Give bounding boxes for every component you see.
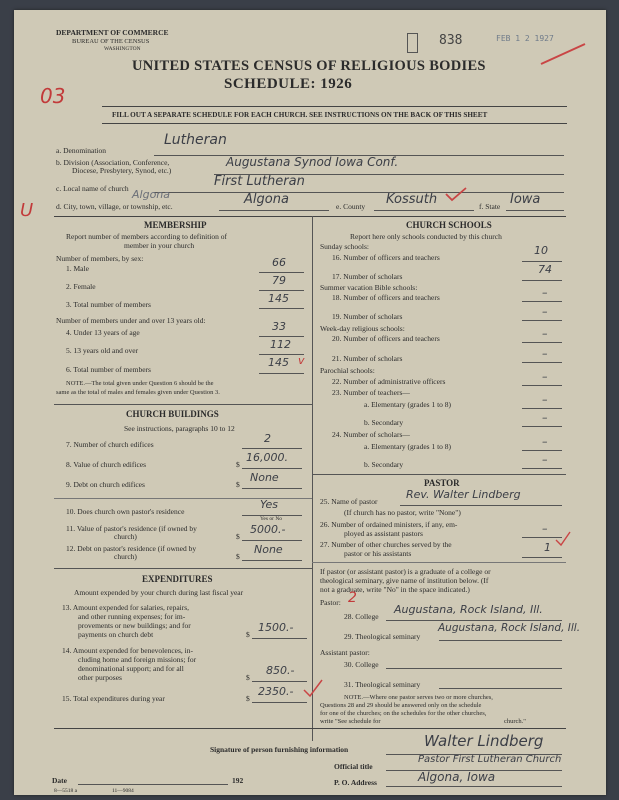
q8-value: 16,000. xyxy=(246,451,288,464)
membership-title: MEMBERSHIP xyxy=(144,220,207,230)
q9-value: None xyxy=(250,471,279,484)
q24b-value: – xyxy=(542,453,548,466)
state-label: f. State xyxy=(479,202,501,211)
q23a-label: a. Elementary (grades 1 to 8) xyxy=(364,400,452,409)
pastor-title: PASTOR xyxy=(424,478,460,488)
q11-value: 5000.- xyxy=(250,523,286,536)
assistant-pastor-heading: Assistant pastor: xyxy=(320,648,370,657)
stamp-number: 838 xyxy=(439,33,463,48)
q28-value: Augustana, Rock Island, Ill. xyxy=(394,603,543,616)
parochial-heading: Parochial schools: xyxy=(320,366,375,375)
q23a-value: – xyxy=(542,393,548,406)
q20-value: – xyxy=(542,327,548,340)
q26-label-2: ployed as assistant pastors xyxy=(344,529,423,538)
q5-label: 5. 13 years old and over xyxy=(66,346,139,355)
date-label: Date xyxy=(52,776,67,785)
red-check-icon xyxy=(444,186,468,202)
q17-label: 17. Number of scholars xyxy=(332,272,403,281)
division-value: Augustana Synod Iowa Conf. xyxy=(226,155,399,169)
q23-label: 23. Number of teachers— xyxy=(332,388,410,397)
stamp-date: FEB 1 2 1927 xyxy=(496,34,554,43)
address-value: Algona, Iowa xyxy=(418,770,496,784)
q22-value: – xyxy=(542,370,548,383)
q6-value: 145 xyxy=(268,356,289,369)
q9-dollar: $ xyxy=(236,480,240,489)
q14-dollar: $ xyxy=(246,673,250,682)
q10-value: Yes xyxy=(260,498,279,511)
q21-value: – xyxy=(542,347,548,360)
q7-label: 7. Number of church edifices xyxy=(66,440,154,449)
red-tick-icon-2 xyxy=(554,530,572,548)
q8-dollar: $ xyxy=(236,460,240,469)
city-label: d. City, town, village, or township, etc. xyxy=(56,202,173,211)
bureau-name: BUREAU OF THE CENSUS xyxy=(72,38,150,45)
sunday-heading: Sunday schools: xyxy=(320,242,369,251)
expenditures-intro: Amount expended by your church during last fiscal year xyxy=(74,588,244,597)
q16-value: 10 xyxy=(534,244,548,257)
pastor-subheading: Pastor: xyxy=(320,598,341,607)
q15-dollar: $ xyxy=(246,694,250,703)
q12-label-1: 12. Debt on pastor's residence (if owned by xyxy=(66,544,197,553)
stamp-box xyxy=(407,33,418,53)
city-name: WASHINGTON xyxy=(104,46,141,52)
q12-label-2: church) xyxy=(114,552,137,561)
q15-label: 15. Total expenditures during year xyxy=(62,694,165,703)
q8-label: 8. Value of church edifices xyxy=(66,460,147,469)
q12-value: None xyxy=(254,543,283,556)
membership-intro-1: Report number of members according to definition of xyxy=(66,232,227,241)
q10-label: 10. Does church own pastor's residence xyxy=(66,507,185,516)
church-name-value: First Lutheran xyxy=(214,174,305,189)
city-value-faint: Algona xyxy=(132,188,171,201)
signature-value: Walter Lindberg xyxy=(424,732,544,750)
denomination-value: Lutheran xyxy=(164,132,227,148)
pastor-note-2: Questions 28 and 29 should be answered only on the schedule xyxy=(320,702,482,709)
q13-label-4: payments on church debt xyxy=(78,630,154,639)
age-heading: Number of members under and over 13 years old: xyxy=(56,316,206,325)
q4-value: 33 xyxy=(272,320,286,333)
q30-label: 30. College xyxy=(344,660,379,669)
q27-label-1: 27. Number of other churches served by the xyxy=(320,540,452,549)
q29-value: Augustana, Rock Island, Ill. xyxy=(438,622,581,634)
membership-intro-2: member in your church xyxy=(124,241,195,250)
date-year: 192 xyxy=(232,776,244,785)
church-name-label: c. Local name of church xyxy=(56,184,129,193)
county-label: e. County xyxy=(336,202,366,211)
q2-label: 2. Female xyxy=(66,282,96,291)
q25-label: 25. Name of pastor xyxy=(320,497,378,506)
q17-value: 74 xyxy=(538,263,552,276)
q29-label: 29. Theological seminary xyxy=(344,632,421,641)
q14-label-4: other purposes xyxy=(78,673,122,682)
schedule-title: SCHEDULE: 1926 xyxy=(224,76,353,92)
q13-label-1: 13. Amount expended for salaries, repairs, xyxy=(62,603,190,612)
q25-hint: (If church has no pastor, write "None") xyxy=(344,508,461,517)
county-value: Kossuth xyxy=(386,192,438,207)
q26-value: – xyxy=(542,522,548,535)
q15-value: 2350.- xyxy=(258,685,294,698)
q11-dollar: $ xyxy=(236,532,240,541)
q11-label-1: 11. Value of pastor's residence (if owned by xyxy=(66,524,197,533)
q21-label: 21. Number of scholars xyxy=(332,354,403,363)
by-sex-heading: Number of members, by sex: xyxy=(56,254,144,263)
q1-value: 66 xyxy=(272,256,286,269)
official-title-value: Pastor First Lutheran Church xyxy=(418,754,562,765)
official-title-label: Official title xyxy=(334,762,373,771)
pastor-note-1: NOTE.—Where one pastor serves two or more churches, xyxy=(344,694,493,701)
red-tick-icon xyxy=(302,678,324,700)
q18-label: 18. Number of officers and teachers xyxy=(332,293,440,302)
q18-value: – xyxy=(542,286,548,299)
q9-label: 9. Debt on church edifices xyxy=(66,480,145,489)
margin-code-2: U xyxy=(20,200,34,221)
q1-label: 1. Male xyxy=(66,264,89,273)
instruction-line: FILL OUT A SEPARATE SCHEDULE FOR EACH CHURCH. SEE INSTRUCTIONS ON THE BACK OF THIS SHEET xyxy=(112,111,488,119)
q13-value: 1500.- xyxy=(258,621,294,634)
pastor-note-3: for one of the churches; on the schedules for the other churches, xyxy=(320,710,487,717)
weekday-heading: Week-day religious schools: xyxy=(320,324,405,333)
q22-label: 22. Number of administrative officers xyxy=(332,377,446,386)
buildings-intro: See instructions, paragraphs 10 to 12 xyxy=(124,424,235,433)
q24-label: 24. Number of scholars— xyxy=(332,430,410,439)
q3-value: 145 xyxy=(268,292,289,305)
q13-dollar: $ xyxy=(246,630,250,639)
q10-hint: Yes or No xyxy=(260,516,283,522)
division-label-1: b. Division (Association, Conference, xyxy=(56,158,170,167)
q13-label-3: provements or new buildings; and for xyxy=(78,621,191,630)
graduate-text-2: theological seminary, give name of institution below. (If xyxy=(320,576,489,585)
q27-value: 1 xyxy=(544,541,551,554)
q24a-label: a. Elementary (grades 1 to 8) xyxy=(364,442,452,451)
expenditures-title: EXPENDITURES xyxy=(142,574,213,584)
q24a-value: – xyxy=(542,435,548,448)
q16-label: 16. Number of officers and teachers xyxy=(332,253,440,262)
q14-label-2: cluding home and foreign missions; for xyxy=(78,655,197,664)
q24b-label: b. Secondary xyxy=(364,460,404,469)
division-label-2: Diocese, Presbytery, Synod, etc.) xyxy=(72,166,172,175)
schools-intro: Report here only schools conducted by this church xyxy=(350,232,502,241)
graduate-text-1: If pastor (or assistant pastor) is a graduate of a college or xyxy=(320,567,491,576)
q3-label: 3. Total number of members xyxy=(66,300,151,309)
graduate-text-3: not a graduate, write "No" in the space indicated.) xyxy=(320,585,470,594)
q13-label-2: and other running expenses; for im- xyxy=(78,612,186,621)
buildings-title: CHURCH BUILDINGS xyxy=(126,409,219,419)
q14-value: 850.- xyxy=(266,664,295,677)
membership-note-1: NOTE.—The total given under Question 6 should be the xyxy=(66,380,214,387)
q6-label: 6. Total number of members xyxy=(66,365,151,374)
q7-value: 2 xyxy=(264,432,271,445)
membership-note-2: same as the total of males and females given under Question 3. xyxy=(56,389,220,396)
pastor-mark: 2 xyxy=(348,590,357,606)
address-label: P. O. Address xyxy=(334,778,377,787)
q14-label-3: denominational support; and for all xyxy=(78,664,184,673)
census-schedule-page: DEPARTMENT OF COMMERCE BUREAU OF THE CENSUS WASHINGTON 838 FEB 1 2 1927 UNITED STATES CENSUS OF RELIGIOUS BODIES SCHEDULE: 1926 03 FILL OUT A SEPARATE SCHEDULE FOR EACH CHURCH. SEE INSTRUCTIONS ON THE BACK OF THIS SHEET a. Denomination Lutheran b. Division (Association, Conference, Diocese, Presbytery, Synod, etc.) Augustana Synod Iowa Conf. c. Local name of church First Lutheran U Algona d. City, town, village, or township, etc. Algona e. County Kossuth f. State Iowa MEMBERSHIP Report number of members according to definition of member in your church Number of members, by sex: 1. Male 66 2. Female 79 3. Total number of members 145 Number of members under and over 13 years old: 4. Under 13 years of age 33 5. 13 years old and over 112 6. Total number of members 145 v NOTE.—The total given under Question 6 should be the same as the total of males and females given under Question 3. CHURCH BUILDINGS See instructions, paragraphs 10 to 12 7. Number of church edifices 2 8. Value of church edifices $ 16,000. 9. Debt on church edifices $ None 10. Does church own pastor's residence Yes Yes or No 11. Value of pastor's residence (if owned by church) $ 5000.- 12. Debt on pastor's residence (if owned by church) $ None EXPENDITURES Amount expended by your church during last fiscal year 13. Amount expended for salaries, repairs, and other running expenses; for im- provements or new buildings; and for payments on church debt $ 1500.- 14. Amount expended for benevolences, in- cluding home and foreign missions; for denominational support; and for all other purposes $ 850.- 15. Total expenditures during year $ 2350.- CHURCH SCHOOLS Report here only schools conducted by this church Sunday schools: 16. Number of officers and teachers 10 17. Number of scholars 74 Summer vacation Bible schools: 18. Number of officers and teachers – 19. Number of scholars – Week-day religious schools: 20. Number of officers and teachers – 21. Number of scholars – Parochial schools: 22. Number of administrative officers – 23. Number of teachers— a. Elementary (grades 1 to 8) – b. Secondary – 24. Number of scholars— a. Elementary (grades 1 to 8) – b. Secondary – PASTOR 25. Name of pastor Rev. Walter Lindberg (If church has no pastor, write "None") 26. Number of ordained ministers, if any, em- ployed as assistant pastors – 27. Number of other churches served by the pastor or his assistants 1 If pastor (or assistant pastor) is a graduate of a college or theological seminary, give name of institution below. (If not a graduate, write "No" in the space indicated.) Pastor: 2 28. College Augustana, Rock Island, Ill. 29. Theological seminary Augustana, Rock Island, Ill. Assistant pastor: 30. College 31. Theological seminary NOTE.—Where one pastor serves two or more churches, Questions 28 and 29 should be answered only on the schedule for one of the churches; on the schedules for the other churches, write "See schedule for church." Signature of person furnishing information Walter Lindberg Official title Pastor First Lutheran Church Date 192 P. O. Address Algona, Iowa 8—5518 a 11—9084 xyxy=(14,10,606,795)
department-name: DEPARTMENT OF COMMERCE xyxy=(56,28,169,37)
q26-label-1: 26. Number of ordained ministers, if any, em- xyxy=(320,520,458,529)
q4-label: 4. Under 13 years of age xyxy=(66,328,140,337)
q20-label: 20. Number of officers and teachers xyxy=(332,334,440,343)
form-number: 8—5518 a xyxy=(54,788,78,794)
print-number: 11—9084 xyxy=(112,788,134,794)
q14-label-1: 14. Amount expended for benevolences, in- xyxy=(62,646,194,655)
q28-label: 28. College xyxy=(344,612,379,621)
q19-label: 19. Number of scholars xyxy=(332,312,403,321)
pastor-note-4: write "See schedule for xyxy=(320,718,381,725)
q27-label-2: pastor or his assistants xyxy=(344,549,412,558)
denomination-label: a. Denomination xyxy=(56,146,106,155)
summer-heading: Summer vacation Bible schools: xyxy=(320,283,418,292)
pastor-note-5: church." xyxy=(504,718,526,725)
city-value: Algona xyxy=(244,192,289,207)
q19-value: – xyxy=(542,305,548,318)
q25-value: Rev. Walter Lindberg xyxy=(406,488,521,501)
q11-label-2: church) xyxy=(114,532,137,541)
q12-dollar: $ xyxy=(236,552,240,561)
form-title: UNITED STATES CENSUS OF RELIGIOUS BODIES xyxy=(132,58,486,74)
q2-value: 79 xyxy=(272,274,286,287)
signature-label: Signature of person furnishing information xyxy=(210,745,349,754)
q5-value: 112 xyxy=(270,338,291,351)
margin-code: 03 xyxy=(40,84,66,108)
q31-label: 31. Theological seminary xyxy=(344,680,421,689)
q23b-value: – xyxy=(542,411,548,424)
red-check-mark-icon xyxy=(539,38,589,68)
q23b-label: b. Secondary xyxy=(364,418,404,427)
state-value: Iowa xyxy=(510,192,541,207)
schools-title: CHURCH SCHOOLS xyxy=(406,220,492,230)
